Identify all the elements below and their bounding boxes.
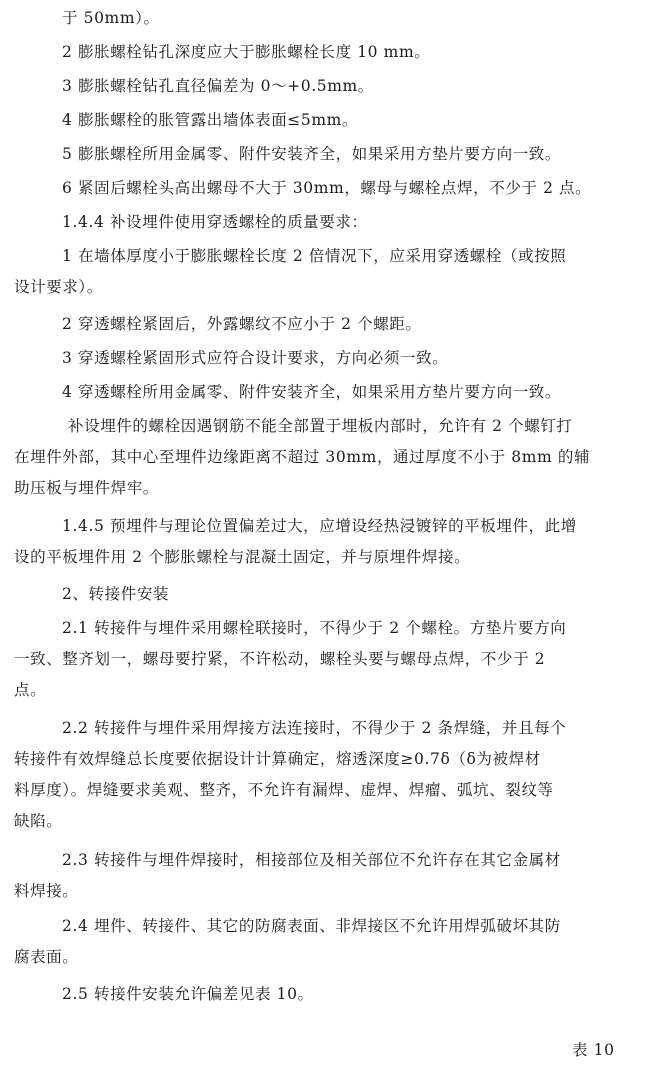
paragraph-2-2 (0, 713, 650, 837)
text-line: 3 穿透螺栓紧固形式应符合设计要求，方向必须一致。 (62, 349, 449, 367)
paragraph-2-5 (0, 979, 650, 1010)
text-line: 3 膨胀螺栓钻孔直径偏差为 0～+0.5mm。 (62, 77, 374, 95)
text-line: 转接件有效焊缝总长度要依据设计计算确定，熔透深度≥0.7δ（δ为被焊材 (14, 750, 541, 768)
text-line: 1 在墙体厚度小于膨胀螺栓长度 2 倍情况下，应采用穿透螺栓（或按照 (62, 247, 567, 265)
section-heading-1-4-4 (0, 207, 650, 238)
section-heading-2 (0, 579, 650, 610)
paragraph-2-4 (0, 911, 650, 973)
text-line: 设计要求）。 (14, 278, 103, 296)
text-line: 2.5 转接件安装允许偏差见表 10。 (62, 985, 314, 1003)
text-line: 缺陷。 (14, 812, 63, 830)
text-line: 2.2 转接件与埋件采用焊接方法连接时，不得少于 2 条焊缝，并且每个 (62, 719, 567, 737)
text-line: 点。 (14, 681, 47, 699)
text-line: 2 膨胀螺栓钻孔深度应大于膨胀螺栓长度 10 mm。 (62, 43, 431, 61)
table-caption: 表 10 (572, 1041, 615, 1059)
paragraph-through-bolt-form (0, 343, 650, 374)
paragraph-embed-rebar-conflict (0, 411, 650, 504)
paragraph-bolt-tube-exposure (0, 105, 650, 136)
text-line: 2.1 转接件与埋件采用螺栓联接时，不得少于 2 个螺栓。方垫片要方向 (62, 619, 567, 637)
paragraph-bolt-fittings (0, 139, 650, 170)
text-line: 5 膨胀螺栓所用金属零、附件安装齐全，如果采用方垫片要方向一致。 (62, 145, 561, 163)
text-line: 料厚度）。焊缝要求美观、整齐，不允许有漏焊、虚焊、焊瘤、弧坑、裂纹等 (14, 781, 554, 799)
section-heading-1-4-5 (0, 511, 650, 573)
paragraph-bolt-tightening (0, 173, 650, 204)
text-line: 助压板与埋件焊牢。 (14, 479, 159, 497)
text-line: 2.3 转接件与埋件焊接时，相接部位及相关部位不允许存在其它金属材 (62, 851, 561, 869)
text-line: 4 膨胀螺栓的胀管露出墙体表面≤5mm。 (62, 111, 359, 129)
text-line: 6 紧固后螺栓头高出螺母不大于 30mm，螺母与螺栓点焊，不少于 2 点。 (62, 179, 592, 197)
text-line: 2.4 埋件、转接件、其它的防腐表面、非焊接区不允许用焊弧破坏其防 (62, 917, 561, 935)
text-line: 一致、整齐划一，螺母要拧紧，不许松动，螺栓头要与螺母点焊，不少于 2 (14, 650, 546, 668)
text-line: 腐表面。 (14, 948, 79, 966)
text-line: 料焊接。 (14, 882, 79, 900)
paragraph-through-bolt-thread (0, 309, 650, 340)
text-line: 在埋件外部，其中心至埋件边缘距离不超过 30mm，通过厚度不小于 8mm 的辅 (14, 448, 591, 466)
paragraph-through-bolt-fittings (0, 377, 650, 408)
paragraph-2-3 (0, 845, 650, 907)
text-line: 于 50mm）。 (62, 9, 160, 27)
text-line: 2、转接件安装 (62, 585, 170, 603)
paragraph-through-bolt-usage (0, 241, 650, 303)
text-line: 1.4.4 补设埋件使用穿透螺栓的质量要求： (62, 213, 368, 231)
text-line: 补设埋件的螺栓因遇钢筋不能全部置于埋板内部时，允许有 2 个螺钉打 (68, 417, 573, 435)
text-line: 2 穿透螺栓紧固后，外露螺纹不应小于 2 个螺距。 (62, 315, 422, 333)
paragraph-2-1 (0, 613, 650, 706)
paragraph-bolt-drill-diameter (0, 71, 650, 102)
paragraph-bolt-drill-depth (0, 37, 650, 68)
text-line: 设的平板埋件用 2 个膨胀螺栓与混凝土固定，并与原埋件焊接。 (14, 548, 471, 566)
text-line: 1.4.5 预埋件与理论位置偏差过大，应增设经热浸镀锌的平板埋件，此增 (62, 517, 577, 535)
text-line: 4 穿透螺栓所用金属零、附件安装齐全，如果采用方垫片要方向一致。 (62, 383, 561, 401)
paragraph-continuation (0, 3, 650, 34)
